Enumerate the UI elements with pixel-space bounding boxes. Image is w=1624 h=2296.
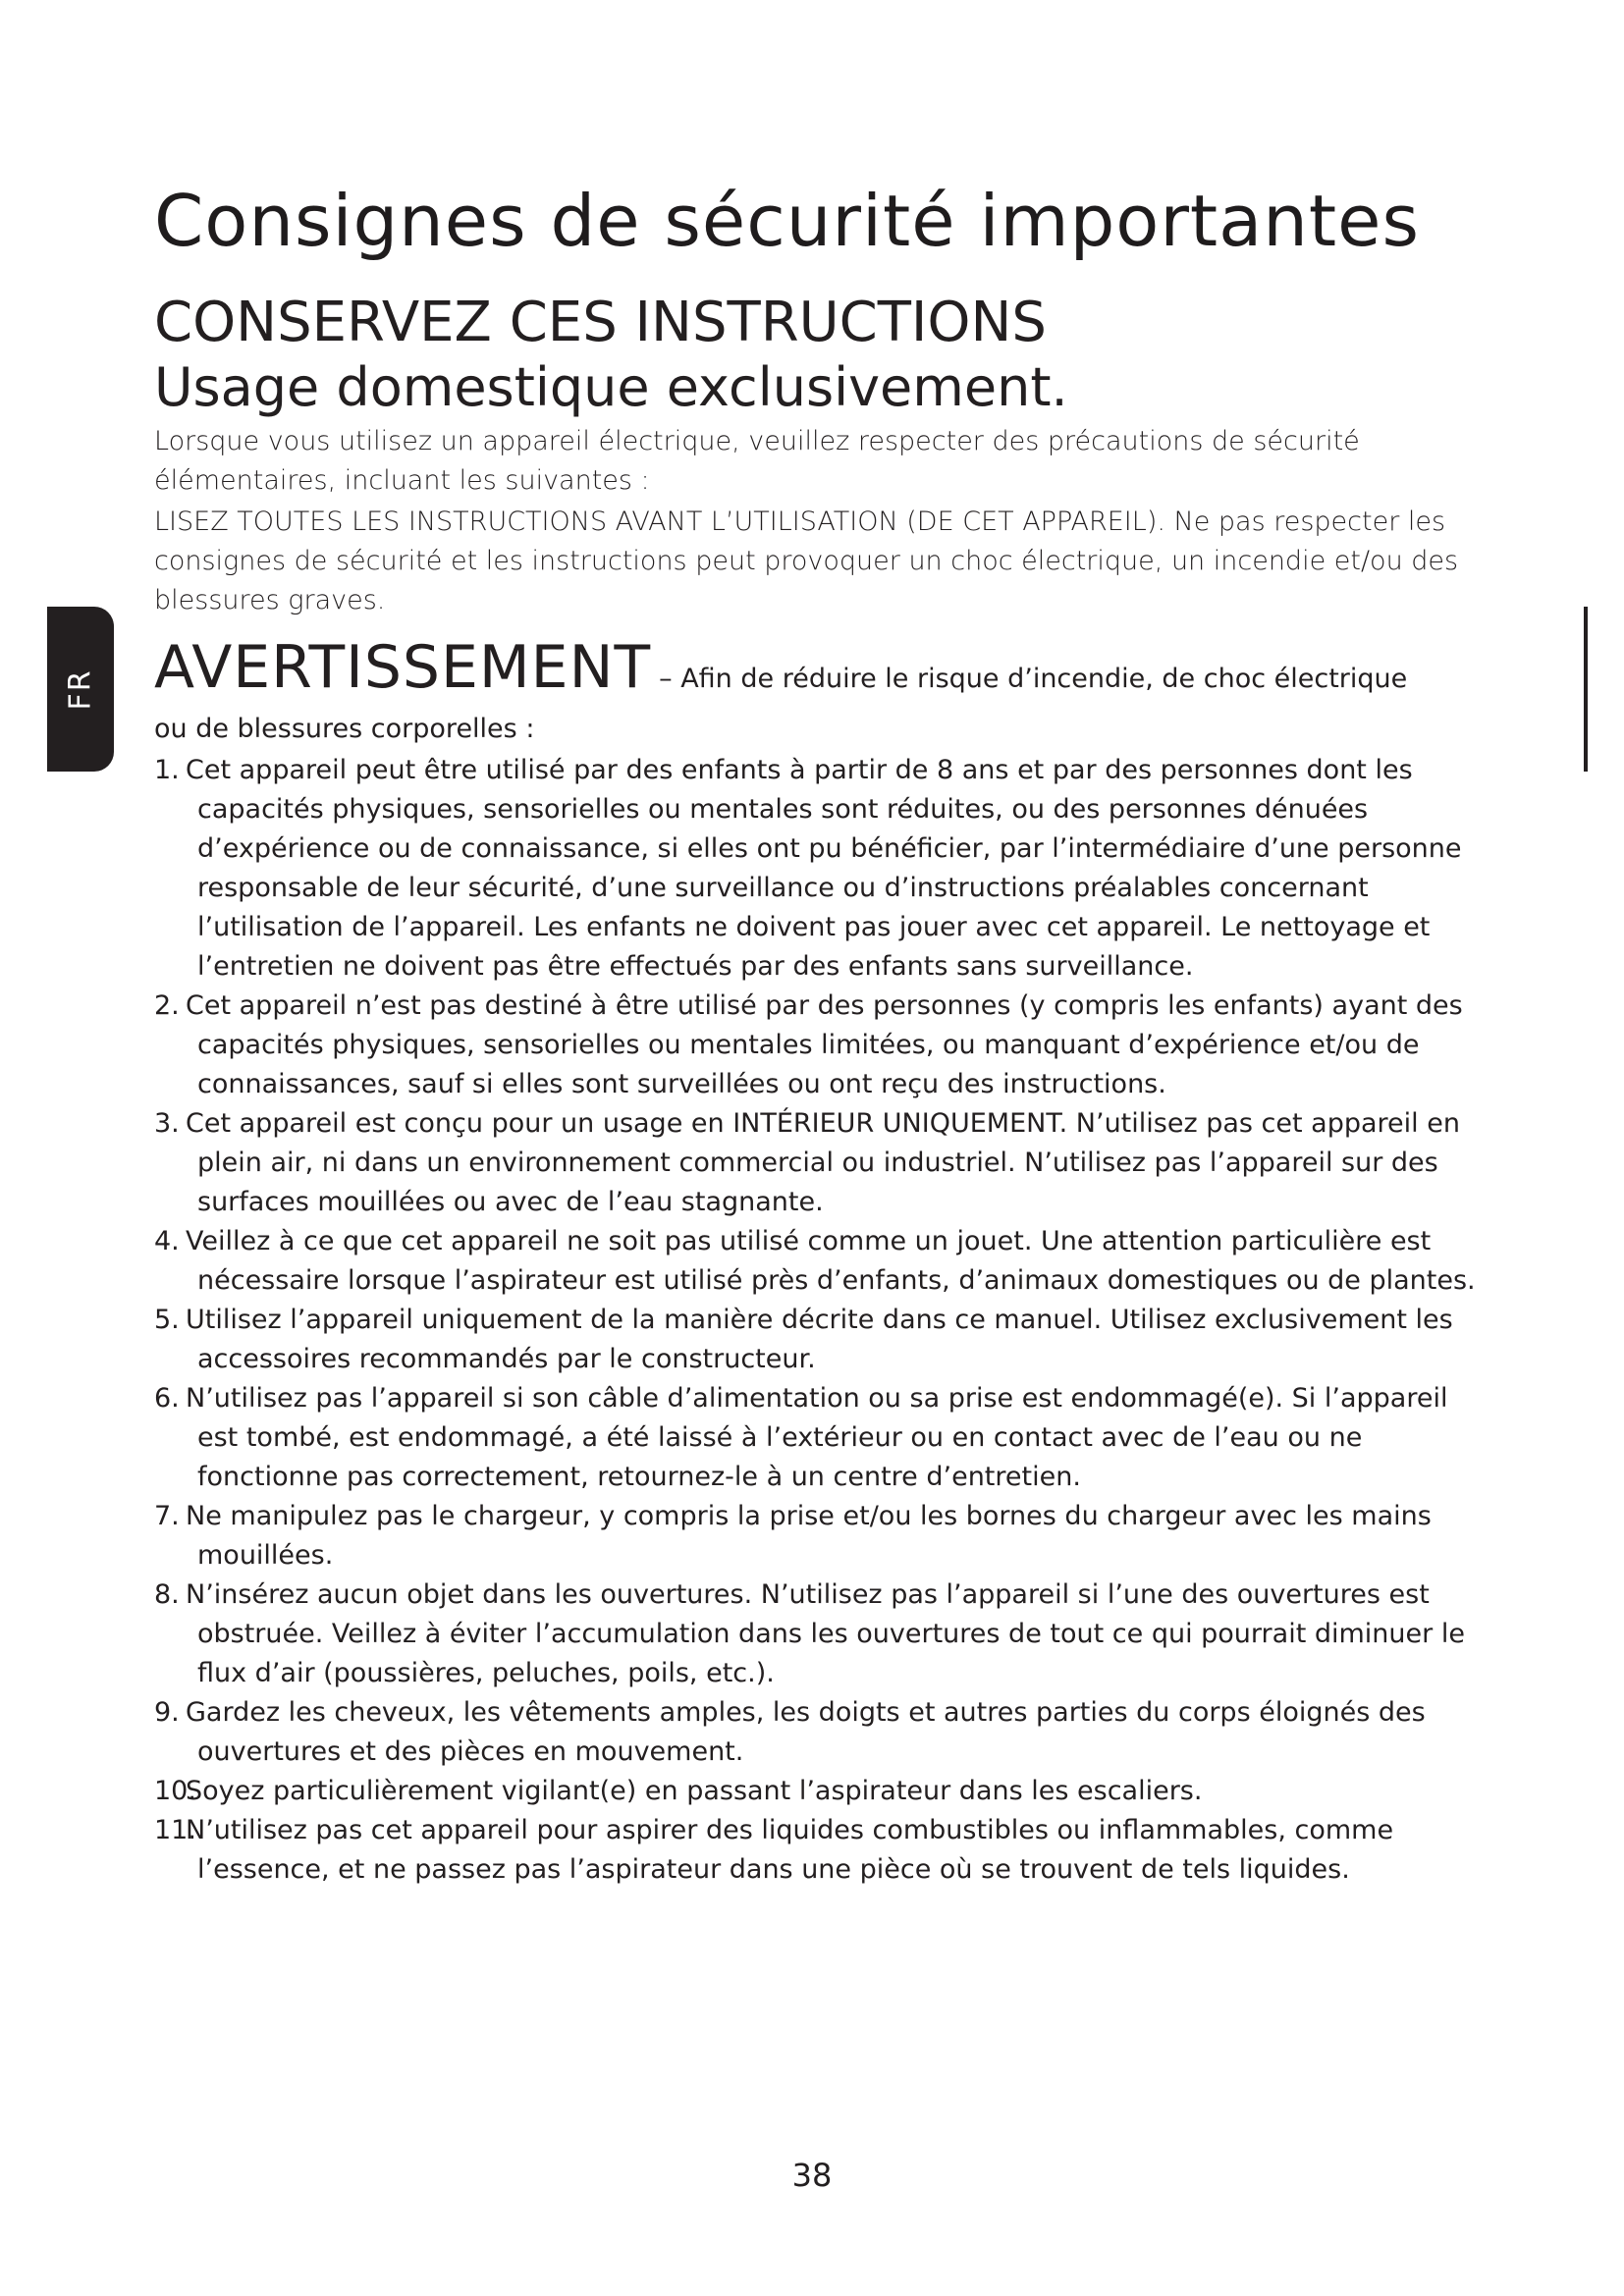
list-item-text: N’insérez aucun objet dans les ouvertures. N’utilisez pas l’appareil si l’une des ouvertures est obstruée. Veillez à éviter l’accumulation dans les ouvertures de tout ce qui pourrait diminuer le flux d’air (poussières, peluches, poils, etc.). <box>186 1579 1465 1688</box>
list-item-text: Cet appareil est conçu pour un usage en INTÉRIEUR UNIQUEMENT. N’utilisez pas cet appareil en plein air, ni dans un environnement commercial ou industriel. N’utilisez pas l’appareil sur des surfaces mouillées ou avec de l’eau stagnante. <box>186 1108 1460 1217</box>
warning-header-line <box>154 633 1489 710</box>
page-number: 38 <box>791 2157 833 2194</box>
language-tab <box>47 607 114 772</box>
warning-intro-continued: ou de blessures corporelles : <box>154 714 535 744</box>
page-subtitle-usage: Usage domestique exclusivement. <box>154 356 1068 418</box>
list-item-number: 1. <box>154 755 180 785</box>
list-item-text: Gardez les cheveux, les vêtements amples, les doigts et autres parties du corps éloignés des ouvertures et des pièces en mouvement. <box>186 1697 1426 1767</box>
safety-list <box>154 751 1489 1890</box>
list-item <box>154 751 1489 987</box>
page-content <box>154 177 1489 1890</box>
list-item <box>154 1301 1489 1379</box>
list-item-text: N’utilisez pas l’appareil si son câble d’alimentation ou sa prise est endommagé(e). Si l’appareil est tombé, est endommagé, a été laissé à l’extérieur ou en contact avec de l’eau ou ne fonctionne pas correctement, retournez-le à un centre d’entretien. <box>186 1383 1448 1492</box>
language-tab-label: FR <box>63 667 98 711</box>
warning-section <box>154 633 1489 1890</box>
list-item-number: 7. <box>154 1501 180 1531</box>
list-item-text: Soyez particulièrement vigilant(e) en passant l’aspirateur dans les escaliers. <box>186 1776 1203 1806</box>
list-item <box>154 1772 1489 1811</box>
list-item-number: 8. <box>154 1579 180 1610</box>
list-item <box>154 1497 1489 1575</box>
list-item <box>154 1693 1489 1772</box>
warning-heading: AVERTISSEMENT <box>154 633 652 702</box>
page-subtitle: CONSERVEZ CES INSTRUCTIONS <box>154 291 1047 354</box>
read-instructions-paragraph: LISEZ TOUTES LES INSTRUCTIONS AVANT L’UTILISATION (DE CET APPAREIL). Ne pas respecter les consignes de sécurité et les instructions peut provoquer un choc électrique, un incendie et/ou des blessures graves. <box>154 507 1459 615</box>
list-item-text: N’utilisez pas cet appareil pour aspirer des liquides combustibles ou inflammables, comme l’essence, et ne passez pas l’aspirateur dans une pièce où se trouvent de tels liquides. <box>186 1815 1394 1885</box>
list-item-text: Veillez à ce que cet appareil ne soit pas utilisé comme un jouet. Une attention particulière est nécessaire lorsque l’aspirateur est utilisé près d’enfants, d’animaux domestiques ou de plantes. <box>186 1226 1476 1296</box>
list-item-number: 3. <box>154 1108 180 1139</box>
list-item-text: Utilisez l’appareil uniquement de la manière décrite dans ce manuel. Utilisez exclusivement les accessoires recommandés par le constructeur. <box>186 1305 1453 1374</box>
list-item <box>154 1379 1489 1497</box>
list-item <box>154 1104 1489 1222</box>
list-item-number: 10. <box>154 1776 196 1806</box>
list-item-number: 5. <box>154 1305 180 1335</box>
list-item-text: Cet appareil peut être utilisé par des enfants à partir de 8 ans et par des personnes dont les capacités physiques, sensorielles ou mentales sont réduites, ou des personnes dénuées d’expérience ou de connaissance, si elles ont pu bénéficier, par l’intermédiaire d’une personne responsable de leur sécurité, d’une surveillance ou d’instructions préalables concernant l’utilisation de l’appareil. Les enfants ne doivent pas jouer avec cet appareil. Le nettoyage et l’entretien ne doivent pas être effectués par des enfants sans surveillance. <box>186 755 1462 982</box>
list-item-number: 4. <box>154 1226 180 1256</box>
list-item-number: 6. <box>154 1383 180 1414</box>
list-item <box>154 1222 1489 1301</box>
page-edge-marker <box>1584 607 1588 772</box>
warning-intro: – Afin de réduire le risque d’incendie, de choc électrique <box>659 664 1408 694</box>
list-item <box>154 1575 1489 1693</box>
list-item-text: Cet appareil n’est pas destiné à être utilisé par des personnes (y compris les enfants) ayant des capacités physiques, sensorielles ou mentales limitées, ou manquant d’expérience et/ou de connaissances, sauf si elles sont surveillées ou ont reçu des instructions. <box>186 990 1463 1099</box>
list-item-number: 11. <box>154 1815 196 1845</box>
list-item-text: Ne manipulez pas le chargeur, y compris la prise et/ou les bornes du chargeur avec les mains mouillées. <box>186 1501 1432 1571</box>
list-item <box>154 987 1489 1104</box>
list-item <box>154 1811 1489 1890</box>
list-item-number: 9. <box>154 1697 180 1728</box>
list-item-number: 2. <box>154 990 180 1021</box>
intro-paragraph: Lorsque vous utilisez un appareil électrique, veuillez respecter des précautions de sécurité élémentaires, incluant les suivantes : <box>154 426 1360 496</box>
page-title: Consignes de sécurité importantes <box>154 180 1420 262</box>
